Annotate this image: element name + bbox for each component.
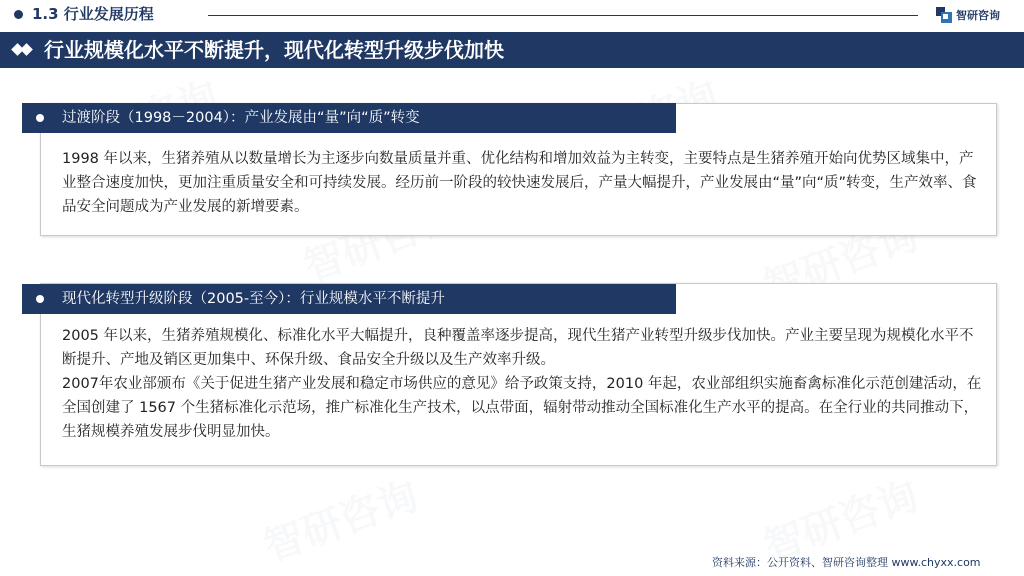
stage-heading-bar [22,284,676,314]
logo-text: 智研咨询 [956,9,1000,22]
stage-heading: 过渡阶段（1998－2004）：产业发展由“量”向“质”转变 [62,110,420,126]
bullet-dot-icon [14,10,23,19]
stage-heading: 现代化转型升级阶段（2005-至今）：行业规模水平不断提升 [62,291,445,307]
stage-body [62,324,982,444]
stage-body [62,147,982,219]
brand-logo [936,6,1000,24]
title-banner [0,32,1024,68]
double-diamond-icon [12,42,36,58]
stage-paragraph: 2007年农业部颁布《关于促进生猪产业发展和稳定市场供应的意见》给予政策支持，2010 年起，农业部组织实施畜禽标准化示范创建活动，在全国创建了 1567 个生猪标准化示范场，推广标准化生产技术，以点带面，辐射带动推动全国标准化生产水平的提高。在全行业的共同推动下，生猪规模养殖发展步伐明显加快。 [62,376,982,440]
bullet-dot-icon [36,114,44,122]
page-title: 行业规模化水平不断提升，现代化转型升级步伐加快 [44,38,504,62]
section-title: 1.3 行业发展历程 [32,5,154,23]
logo-mark-icon [936,7,952,23]
stage-paragraph: 2005 年以来，生猪养殖规模化、标准化水平大幅提升，良种覆盖率逐步提高，现代生猪产业转型升级步伐加快。产业主要呈现为规模化水平不断提升、产地及销区更加集中、环保升级、食品安全升级以及生产效率升级。 [62,328,974,368]
watermark-decoration [255,464,425,572]
divider-line [208,15,918,16]
stage-heading-bar [22,103,676,133]
source-note: 资料来源：公开资料、智研咨询整理 www.chyxx.com [712,556,981,569]
bullet-dot-icon [36,295,44,303]
stage-paragraph: 1998 年以来，生猪养殖从以数量增长为主逐步向数量质量并重、优化结构和增加效益为主转变，主要特点是生猪养殖开始向优势区域集中，产业整合速度加快，更加注重质量安全和可持续发展。经历前一阶段的较快速发展后，产量大幅提升，产业发展由“量”向“质”转变，生产效率、食品安全问题成为产业发展的新增要素。 [62,151,977,215]
top-bar [0,0,1024,30]
